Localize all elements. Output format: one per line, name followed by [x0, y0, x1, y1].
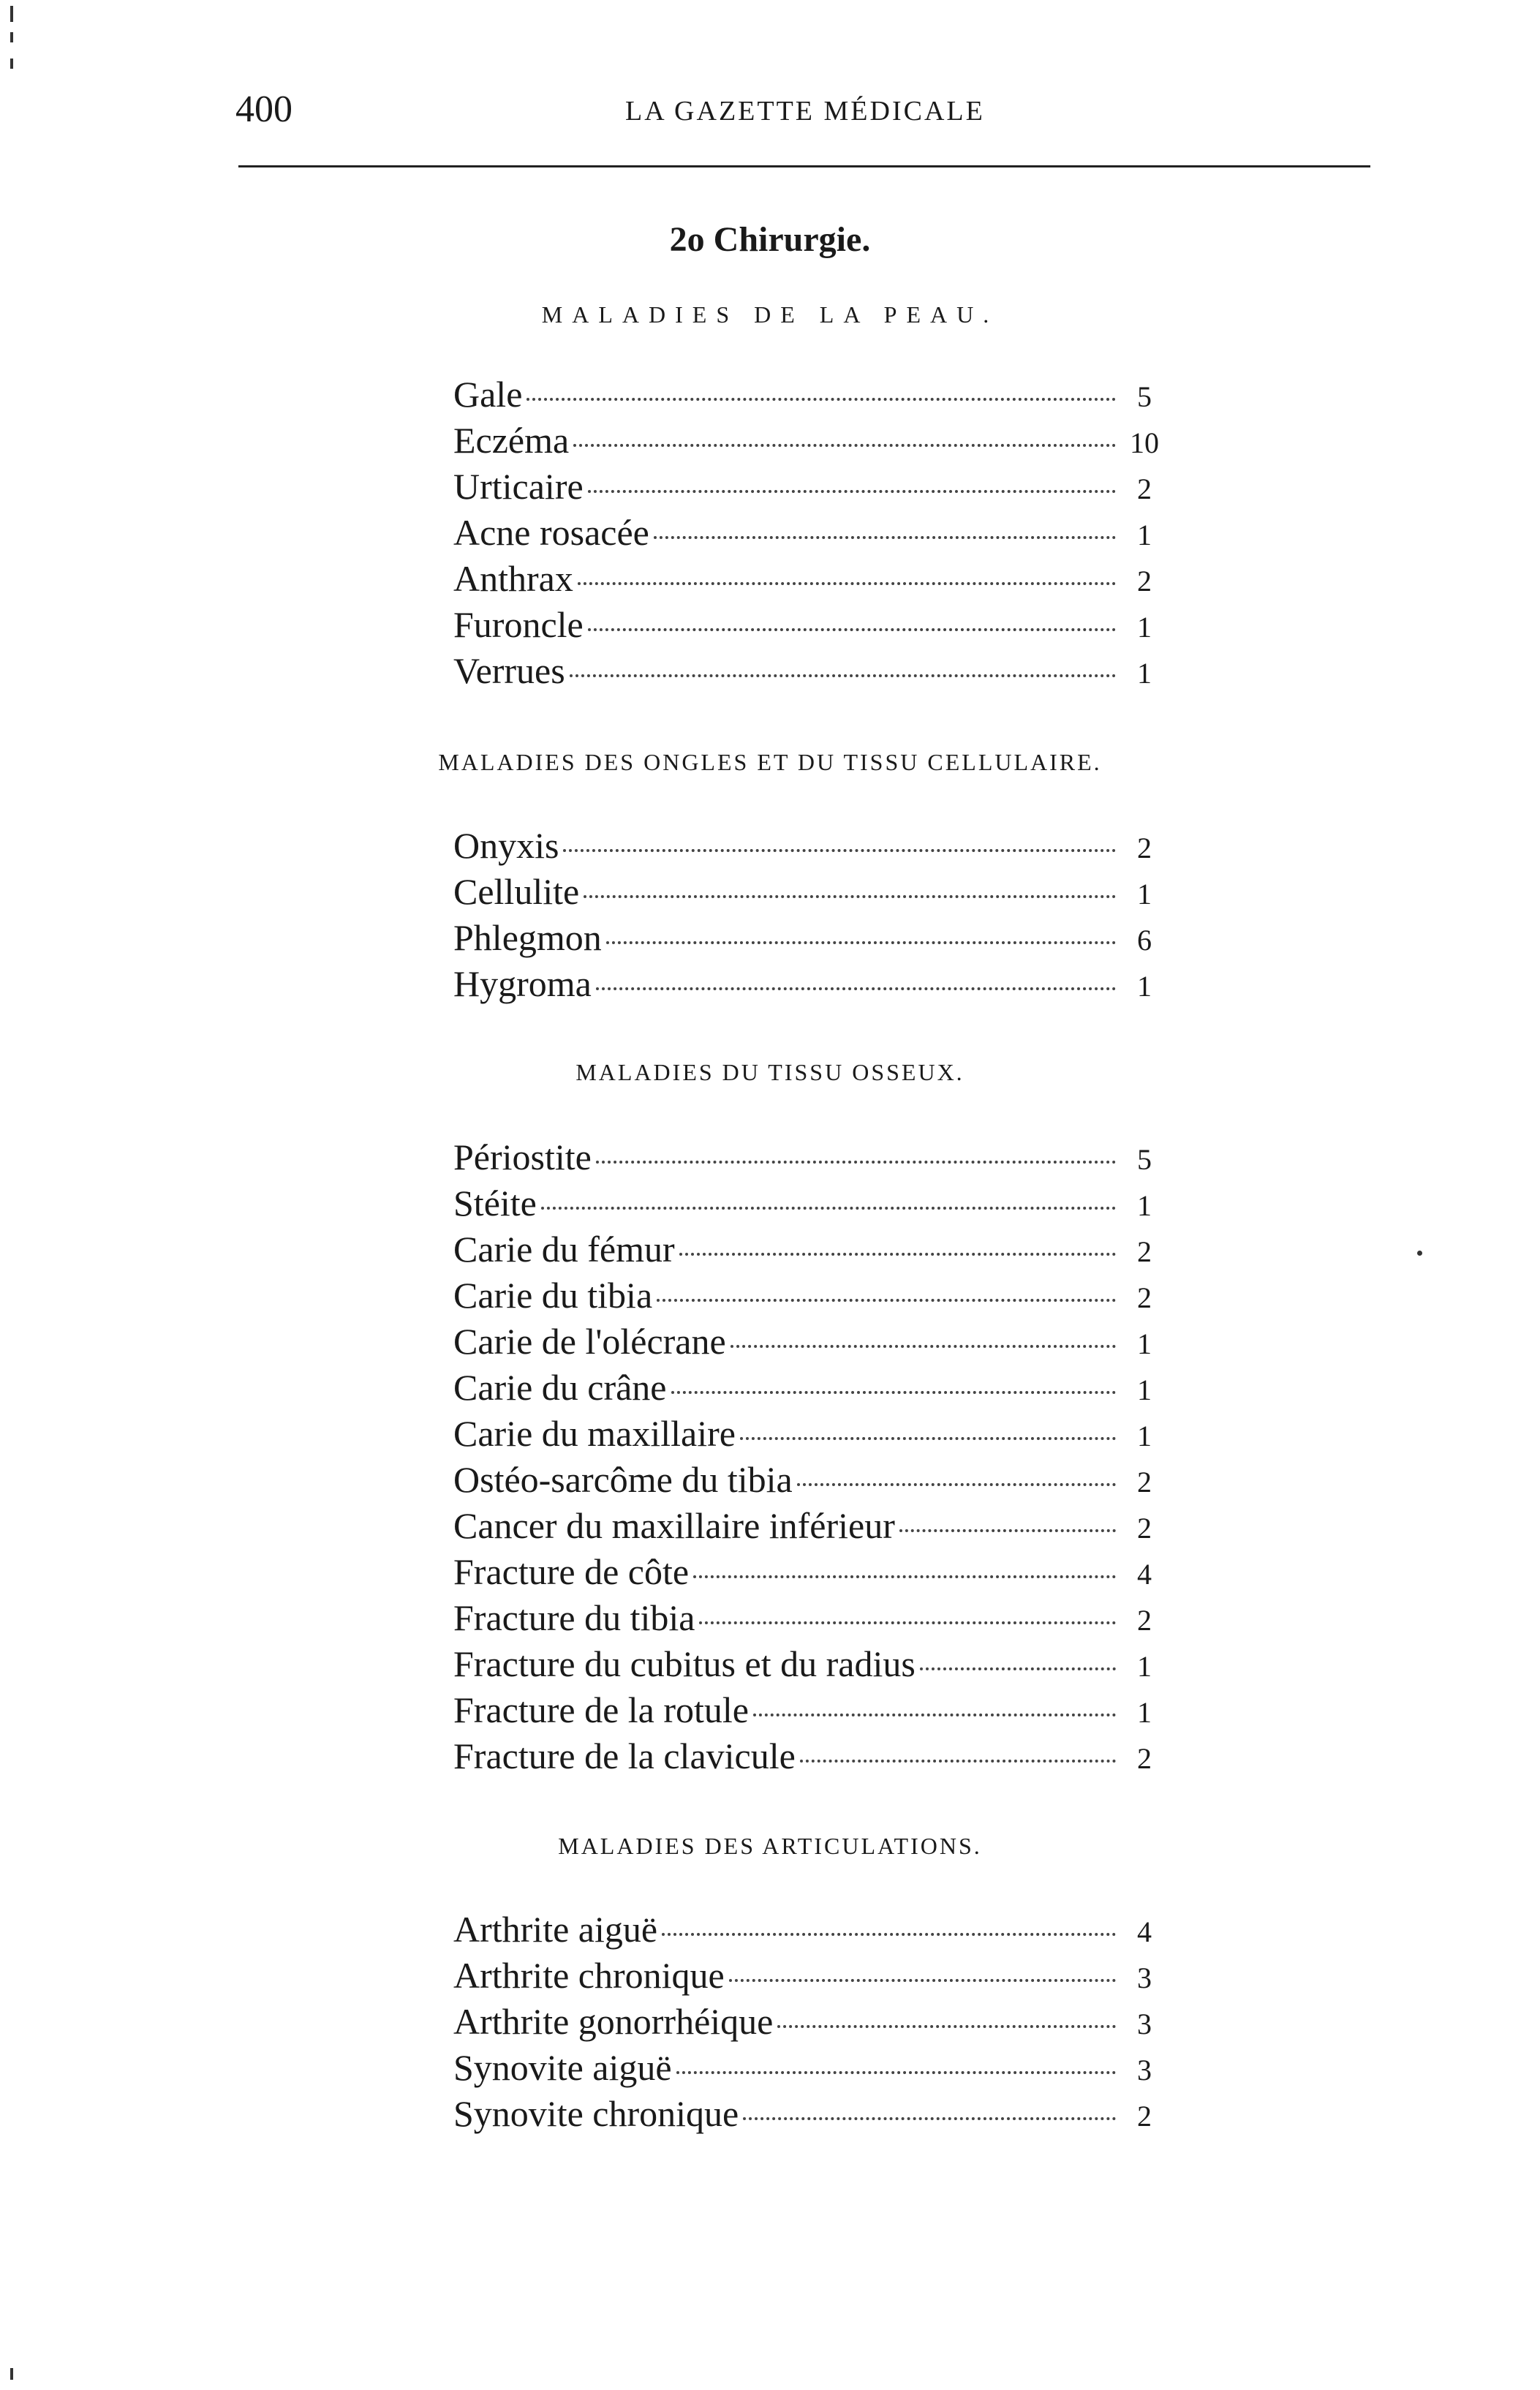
item-count: 1 [1137, 1373, 1152, 1406]
dot-leader [671, 1391, 1116, 1394]
item-count: 1 [1137, 970, 1152, 1003]
item-label: Acne rosacée [453, 512, 649, 553]
dot-leader [729, 1979, 1116, 1982]
item-count: 3 [1137, 2008, 1152, 2040]
dot-leader [570, 674, 1116, 677]
item-count: 2 [1137, 832, 1152, 864]
item-count: 3 [1137, 1961, 1152, 1994]
dot-leader [596, 987, 1116, 990]
scan-edge-mark [10, 32, 13, 42]
item-label: Arthrite aiguë [453, 1909, 658, 1950]
running-title: LA GAZETTE MÉDICALE [625, 96, 985, 127]
item-label: Onyxis [453, 825, 559, 866]
list-item [453, 418, 1163, 464]
item-label: Fracture de la rotule [453, 1689, 749, 1730]
item-count: 1 [1137, 519, 1152, 551]
item-label: Carie du crâne [453, 1367, 667, 1408]
entry-list [453, 372, 1163, 694]
item-label: Stéite [453, 1183, 537, 1224]
item-count: 1 [1137, 1420, 1152, 1452]
item-label: Fracture du cubitus et du radius [453, 1643, 916, 1684]
item-label: Synovite chronique [453, 2093, 739, 2134]
item-label: Arthrite gonorrhéique [453, 2001, 774, 2042]
item-label: Phlegmon [453, 917, 602, 958]
page-number: 400 [235, 88, 292, 130]
item-label: Carie de l'olécrane [453, 1321, 726, 1362]
item-label: Eczéma [453, 420, 570, 461]
item-label: Gale [453, 374, 523, 415]
dot-leader [797, 1483, 1116, 1486]
item-count: 2 [1137, 1604, 1152, 1637]
dot-leader [920, 1667, 1116, 1670]
item-label: Urticaire [453, 466, 584, 507]
list-item [453, 961, 1163, 1007]
item-count: 1 [1137, 611, 1152, 644]
dot-leader [699, 1621, 1116, 1624]
item-label: Anthrax [453, 558, 573, 599]
item-count: 1 [1137, 1650, 1152, 1683]
item-label: Fracture de côte [453, 1551, 690, 1592]
list-item [453, 1365, 1163, 1411]
list-item [453, 372, 1163, 418]
section-title: 2o Chirurgie. [669, 220, 871, 259]
item-label: Synovite aiguë [453, 2047, 672, 2088]
item-count: 2 [1137, 1512, 1152, 1545]
list-item [453, 648, 1163, 694]
dot-leader [578, 582, 1116, 585]
dot-leader [777, 2025, 1116, 2028]
dot-leader [676, 2071, 1116, 2074]
list-item [453, 2045, 1163, 2091]
item-count: 2 [1137, 1235, 1152, 1268]
dot-leader [753, 1714, 1116, 1716]
list-item [453, 1319, 1163, 1365]
dot-leader [563, 849, 1116, 852]
item-count: 2 [1137, 1742, 1152, 1775]
item-label: Carie du maxillaire [453, 1413, 736, 1454]
list-item [453, 2091, 1163, 2137]
list-item [453, 1134, 1163, 1180]
item-count: 6 [1137, 924, 1152, 957]
dot-leader [679, 1253, 1116, 1256]
dot-leader [693, 1575, 1116, 1578]
list-item [453, 1503, 1163, 1549]
section-heading: MALADIES DES ONGLES ET DU TISSU CELLULAIRE. [438, 749, 1102, 775]
section-heading: MALADIES DES ARTICULATIONS. [558, 1833, 982, 1859]
list-item [453, 1180, 1163, 1226]
item-count: 2 [1137, 2100, 1152, 2133]
item-count: 2 [1137, 472, 1152, 505]
list-item [453, 1687, 1163, 1733]
item-label: Périostite [453, 1136, 592, 1177]
item-count: 3 [1137, 2054, 1152, 2086]
dot-leader [596, 1161, 1116, 1164]
scan-edge-mark [10, 2368, 13, 2380]
list-item [453, 1273, 1163, 1319]
entry-list [453, 1907, 1163, 2137]
item-label: Ostéo-sarcôme du tibia [453, 1459, 793, 1500]
dot-leader [800, 1760, 1116, 1763]
item-label: Cellulite [453, 871, 580, 912]
item-count: 1 [1137, 1189, 1152, 1222]
list-item [453, 1999, 1163, 2045]
item-count: 5 [1137, 1143, 1152, 1176]
list-item [453, 464, 1163, 510]
scan-edge-mark [10, 59, 13, 69]
item-label: Arthrite chronique [453, 1955, 725, 1996]
scan-edge-mark [10, 6, 13, 22]
section-heading: MALADIES DU TISSU OSSEUX. [575, 1059, 965, 1085]
item-count: 4 [1137, 1915, 1152, 1948]
item-count: 2 [1137, 1466, 1152, 1499]
list-item [453, 915, 1163, 961]
list-item [453, 823, 1163, 869]
list-item [453, 1595, 1163, 1641]
item-count: 1 [1137, 1696, 1152, 1729]
dot-leader [743, 2117, 1116, 2120]
header-rule [238, 165, 1370, 167]
item-label: Cancer du maxillaire inférieur [453, 1505, 895, 1546]
item-label: Fracture du tibia [453, 1597, 695, 1638]
item-label: Furoncle [453, 604, 584, 645]
dot-leader [657, 1299, 1116, 1302]
item-count: 2 [1137, 1281, 1152, 1314]
list-item [453, 556, 1163, 602]
item-count: 1 [1137, 657, 1152, 690]
dot-leader [526, 398, 1116, 401]
item-label: Verrues [453, 650, 565, 691]
item-label: Fracture de la clavicule [453, 1735, 796, 1776]
list-item [453, 1457, 1163, 1503]
list-item [453, 1549, 1163, 1595]
item-label: Carie du fémur [453, 1229, 675, 1270]
dot-leader [740, 1437, 1116, 1440]
dot-leader [662, 1933, 1116, 1936]
list-item [453, 510, 1163, 556]
list-item [453, 1226, 1163, 1273]
item-count: 4 [1137, 1558, 1152, 1591]
item-count: 1 [1137, 878, 1152, 911]
list-item [453, 602, 1163, 648]
item-count: 5 [1137, 380, 1152, 413]
dot-leader [541, 1207, 1116, 1210]
dot-leader [606, 941, 1116, 944]
item-count: 10 [1130, 426, 1159, 459]
entry-list [453, 1134, 1163, 1779]
item-count: 1 [1137, 1327, 1152, 1360]
entry-list [453, 823, 1163, 1007]
dot-leader [731, 1345, 1116, 1348]
dot-leader [654, 536, 1116, 539]
dot-leader [584, 895, 1116, 898]
dot-leader [588, 628, 1116, 631]
list-item [453, 1733, 1163, 1779]
item-count: 2 [1137, 565, 1152, 598]
stray-dot-mark [1417, 1251, 1422, 1256]
list-item [453, 869, 1163, 915]
list-item [453, 1641, 1163, 1687]
item-label: Hygroma [453, 963, 592, 1004]
item-label: Carie du tibia [453, 1275, 653, 1316]
list-item [453, 1411, 1163, 1457]
list-item [453, 1953, 1163, 1999]
dot-leader [573, 444, 1116, 447]
list-item [453, 1907, 1163, 1953]
dot-leader [588, 490, 1116, 493]
dot-leader [899, 1529, 1116, 1532]
section-heading: MALADIES DE LA PEAU. [541, 301, 999, 328]
